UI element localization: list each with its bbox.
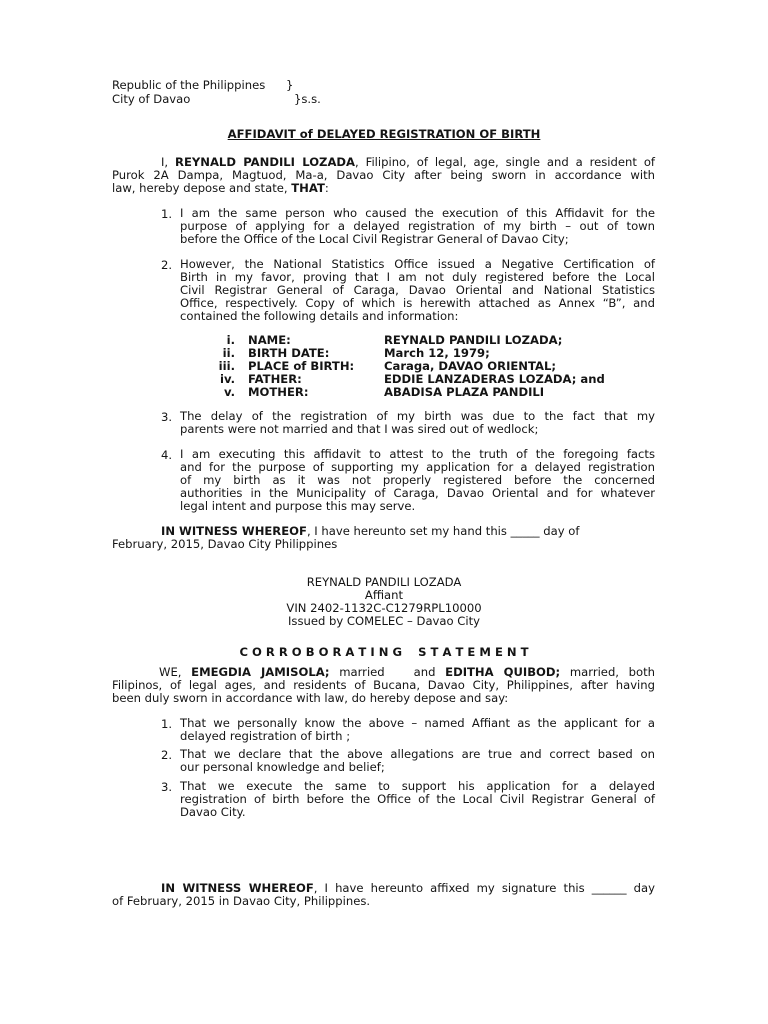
corroborating-item-2-line: our personal knowledge and belief;	[180, 760, 385, 774]
item-4-line: and for the purpose of supporting my application for a delayed registration	[180, 460, 655, 474]
item-3-line: The delay of the registration of my birth was due to the fact that my	[180, 409, 655, 423]
affiant-vin: VIN 2402-1132C-C1279RPL10000	[286, 601, 482, 615]
item-4-line: I am executing this affidavit to attest to the truth of the foregoing facts	[180, 447, 655, 461]
corroborating-intro-line-1: WE, EMEGDIA JAMISOLA; married and EDITHA QUIBOD; married, both	[159, 665, 656, 679]
corroborating-item-2-line: That we declare that the above allegations are true and correct based on	[180, 747, 655, 761]
item-1-line: I am the same person who caused the execution of this Affidavit for the	[180, 206, 655, 220]
affiant-issued-by: Issued by COMELEC – Davao City	[287, 614, 481, 628]
item-4-line: authorities in the Municipality of Caraga, Davao Oriental and for whatever	[180, 486, 655, 500]
witness-whereof-1: IN WITNESS WHEREOF, I have hereunto set my hand this _____ day of	[161, 524, 580, 538]
item-2-line: However, the National Statistics Office issued a Negative Certification of	[180, 257, 655, 271]
corroborating-item-3-line: That we execute the same to support his application for a delayed	[180, 779, 655, 793]
item-2-line: Birth in my favor, proving that I am not duly registered before the Local	[180, 270, 655, 284]
affiant-name: REYNALD PANDILI LOZADA	[306, 575, 462, 589]
item-1-line: before the Office of the Local Civil Registrar General of Davao City;	[180, 232, 569, 246]
affiant-role: Affiant	[364, 588, 404, 602]
witness-date-1: February, 2015, Davao City Philippines	[112, 537, 338, 551]
corroborating-item-3-line: Davao City.	[180, 805, 246, 819]
witness-date-2: of February, 2015 in Davao City, Philippines.	[112, 894, 371, 908]
venue-ss: }s.s.	[294, 92, 321, 106]
intro-line-2: Purok 2A Dampa, Magtuod, Ma-a, Davao City after being sworn in accordance with	[112, 168, 655, 182]
corroborating-item-1-number: 1.	[160, 717, 172, 731]
venue-republic: Republic of the Philippines	[112, 78, 266, 92]
venue-brace: }	[286, 78, 294, 92]
item-1-line: purpose of applying for a delayed registration of my birth – out of town	[180, 219, 655, 233]
affidavit-document: Republic of the Philippines } City of Davao }s.s. AFFIDAVIT of DELAYED REGISTRATION OF BIRTH I, REYNALD PANDILI LOZADA, Filipino, of legal, age, single and a resident of Purok 2A Dampa, Magtuod, Ma-a, Davao City after being sworn in accordance with law, hereby depose and state, THAT: 1. I am the same person who caused the execution of this Affidavit for the purpose of applying for a delayed registration of my birth – out of town before the Office of the Local Civil Registrar General of Davao City; 2. However, the National Statistics Office issued a Negative Certification of Birth in my favor, proving that I am not duly registered before the Local Civil Registrar General of Caraga, Davao Oriental and National Statistics Office, respectively. Copy of which is herewith attached as Annex “B”, and contained the following details and information: i. NAME: REYNALD PANDILI LOZADA; ii. BIRTH DATE: March 12, 1979; iii. PLACE of BIRTH: Caraga, DAVAO ORIENTAL; iv. FATHER: EDDIE LANZADERAS LOZADA; and v. MOTHER: ABADISA PLAZA PANDILI 3. The delay of the registration of my birth was due to the fact that my parents were not married and that I was sired out of wedlock; 4. I am executing this affidavit to attest to the truth of the foregoing facts and for the purpose of supporting my application for a delayed registration of my birth as it was not properly registered before the concerned authorities in the Municipality of Caraga, Davao Oriental and for whatever legal intent and purpose this may serve. IN WITNESS WHEREOF, I have hereunto set my hand this _____ day of February, 2015, Davao City Philippines REYNALD PANDILI LOZADA Affiant VIN 2402-1132C-C1279RPL10000 Issued by COMELEC – Davao City C O R R O B O R A T I N G S T A T E M E N T WE, EMEGDIA JAMISOLA; married and EDITHA QUIBOD; married, both Filipinos, of legal ages, and residents of Bucana, Davao City, Philippines, after having been duly sworn in accordance with law, do hereby depose and say: 1. That we personally know the above – named Affiant as the applicant for a delayed registration of birth ; 2. That we declare that the above allegations are true and correct based on our personal knowledge and belief; 3. That we execute the same to support his application for a delayed registration of birth before the Office of the Local Civil Registrar General of Davao City. IN WITNESS WHEREOF, I have hereunto affixed my signature this ______ day of February, 2015 in Davao City, Philippines.	[0, 0, 768, 1024]
item-1-number: 1.	[160, 207, 172, 221]
item-4-number: 4.	[160, 448, 172, 462]
corroborating-item-1-line: delayed registration of birth ;	[180, 729, 351, 743]
witness-whereof-2: IN WITNESS WHEREOF, I have hereunto affixed my signature this ______ day	[161, 881, 655, 895]
item-3-number: 3.	[160, 410, 172, 424]
item-2-line: contained the following details and information:	[180, 309, 459, 323]
document-title: AFFIDAVIT of DELAYED REGISTRATION OF BIRTH	[227, 127, 541, 141]
corroborating-item-3-number: 3.	[160, 780, 172, 794]
item-2-line: Office, respectively. Copy of which is herewith attached as Annex “B”, and	[180, 296, 655, 310]
item-2-number: 2.	[160, 258, 172, 272]
corroborating-item-1-line: That we personally know the above – named Affiant as the applicant for a	[180, 716, 655, 730]
intro-line-3: law, hereby depose and state, THAT:	[112, 181, 329, 195]
item-4-line: legal intent and purpose this may serve.	[180, 499, 416, 513]
corroborating-intro-line-2: Filipinos, of legal ages, and residents of Bucana, Davao City, Philippines, after having	[112, 678, 655, 692]
item-3-line: parents were not married and that I was sired out of wedlock;	[180, 422, 539, 436]
corroborating-intro-line-3: been duly sworn in accordance with law, do hereby depose and say:	[112, 691, 509, 705]
intro-line-1: I, REYNALD PANDILI LOZADA, Filipino, of legal, age, single and a resident of	[161, 155, 655, 169]
corroborating-item-3-line: registration of birth before the Office of the Local Civil Registrar General of	[180, 792, 655, 806]
item-2-line: Civil Registrar General of Caraga, Davao Oriental and National Statistics	[180, 283, 655, 297]
corroborating-title: C O R R O B O R A T I N G S T A T E M E N T	[239, 645, 529, 659]
venue-city: City of Davao	[112, 92, 191, 106]
item-4-line: of my birth as it was not properly registered before the concerned	[180, 473, 655, 487]
corroborating-item-2-number: 2.	[160, 748, 172, 762]
